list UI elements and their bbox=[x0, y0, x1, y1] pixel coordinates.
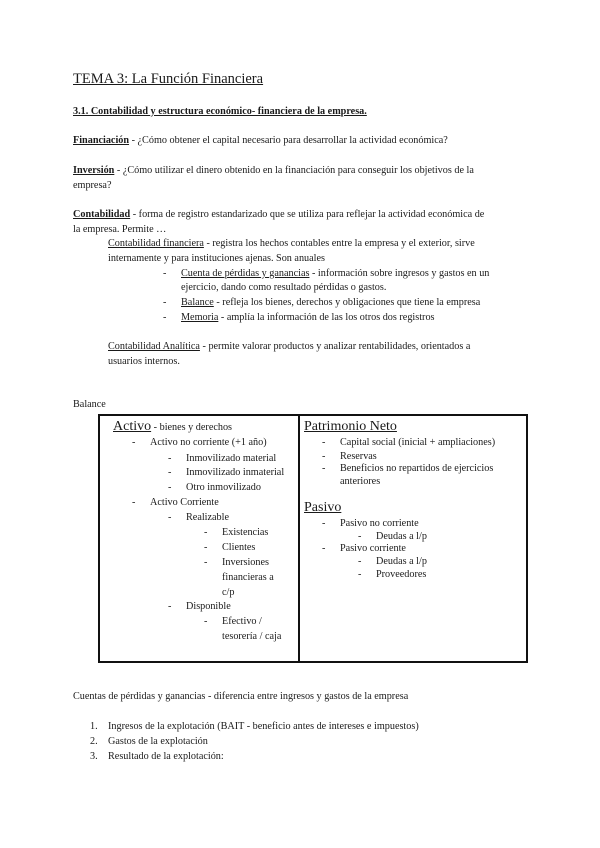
dash-bullet: - bbox=[204, 557, 208, 568]
pasivo-c-item: Proveedores bbox=[376, 569, 427, 580]
list-item: Resultado de la explotación: bbox=[108, 751, 224, 762]
contabilidad-paragraph bbox=[73, 209, 484, 220]
financiera-paragraph bbox=[108, 238, 475, 249]
subitem-pyg-text: - información sobre ingresos y gastos en un bbox=[309, 268, 490, 279]
page-title: TEMA 3: La Función Financiera bbox=[73, 71, 264, 87]
financiacion-text: - ¿Cómo obtener el capital necesario para desarrollar la actividad económica? bbox=[129, 135, 448, 146]
pasivo-title: Pasivo bbox=[304, 500, 342, 515]
activo-corriente: Activo Corriente bbox=[150, 497, 219, 508]
financiera-term: Contabilidad financiera bbox=[108, 238, 204, 249]
list-number: 2. bbox=[90, 736, 98, 747]
subitem-balance-text: - refleja los bienes, derechos y obligaciones que tiene la empresa bbox=[213, 297, 481, 308]
dash-bullet: - bbox=[204, 542, 208, 553]
realizable-item: Inversiones bbox=[222, 557, 269, 568]
nc-item: Inmovilizado material bbox=[186, 453, 277, 464]
financiera-text-line1: - registra los hechos contables entre la empresa y el exterior, sirve bbox=[203, 238, 475, 249]
subitem-memoria bbox=[181, 312, 435, 323]
patrimonio-title: Patrimonio Neto bbox=[304, 419, 397, 434]
financiera-text-line2: internamente y para instituciones ajenas. Son anuales bbox=[108, 253, 325, 264]
dash-bullet: - bbox=[322, 543, 326, 554]
activo-no-corriente: Activo no corriente (+1 año) bbox=[150, 437, 267, 448]
dash-bullet: - bbox=[163, 268, 167, 279]
dash-bullet: - bbox=[168, 482, 172, 493]
dash-bullet: - bbox=[358, 569, 362, 580]
subitem-memoria-text: - amplía la información de las los otros dos registros bbox=[218, 312, 435, 323]
inversion-term: Inversión bbox=[73, 165, 115, 176]
dash-bullet: - bbox=[163, 297, 167, 308]
financiacion-paragraph bbox=[73, 135, 448, 146]
analitica-text-line2: usuarios internos. bbox=[108, 356, 180, 367]
dash-bullet: - bbox=[322, 437, 326, 448]
dash-bullet: - bbox=[168, 467, 172, 478]
dash-bullet: - bbox=[132, 497, 136, 508]
inversion-text-line2: empresa? bbox=[73, 180, 112, 191]
balance-table-divider bbox=[298, 414, 300, 663]
pasivo-corriente: Pasivo corriente bbox=[340, 543, 406, 554]
realizable-item: Existencias bbox=[222, 527, 269, 538]
dash-bullet: - bbox=[168, 453, 172, 464]
dash-bullet: - bbox=[168, 512, 172, 523]
nc-item: Inmovilizado inmaterial bbox=[186, 467, 285, 478]
dash-bullet: - bbox=[358, 531, 362, 542]
pasivo-nc-item: Deudas a l/p bbox=[376, 531, 427, 542]
section-heading: 3.1. Contabilidad y estructura económico- financiera de la empresa. bbox=[73, 106, 367, 117]
activo-title: Activo bbox=[113, 419, 152, 434]
dash-bullet: - bbox=[204, 527, 208, 538]
realizable: Realizable bbox=[186, 512, 229, 523]
list-item: Ingresos de la explotación (BAIT - beneficio antes de intereses e impuestos) bbox=[108, 721, 419, 732]
realizable-item-cont: financieras a bbox=[222, 572, 274, 583]
subitem-pyg-line2: ejercicio, dando como resultado pérdidas o gastos. bbox=[181, 282, 387, 293]
list-number: 3. bbox=[90, 751, 98, 762]
contabilidad-term: Contabilidad bbox=[73, 209, 131, 220]
contabilidad-text-line1: - forma de registro estandarizado que se utiliza para reflejar la actividad económica de bbox=[130, 209, 485, 220]
dash-bullet: - bbox=[163, 312, 167, 323]
list-number: 1. bbox=[90, 721, 98, 732]
subitem-balance-term: Balance bbox=[181, 297, 214, 308]
disponible-item: Efectivo / bbox=[222, 616, 262, 627]
financiacion-term: Financiación bbox=[73, 135, 130, 146]
activo-header bbox=[113, 419, 232, 435]
subitem-memoria-term: Memoria bbox=[181, 312, 219, 323]
patrimonio-item-cont: anteriores bbox=[340, 476, 381, 487]
realizable-item: Clientes bbox=[222, 542, 256, 553]
pyg-label: Cuentas de pérdidas y ganancias - diferencia entre ingresos y gastos de la empresa bbox=[73, 691, 409, 702]
pasivo-no-corriente: Pasivo no corriente bbox=[340, 518, 419, 529]
balance-label: Balance bbox=[73, 399, 106, 410]
nc-item: Otro inmovilizado bbox=[186, 482, 261, 493]
subitem-balance bbox=[181, 297, 480, 308]
patrimonio-item: Beneficios no repartidos de ejercicios bbox=[340, 463, 494, 474]
subitem-pyg bbox=[181, 268, 489, 279]
dash-bullet: - bbox=[132, 437, 136, 448]
list-item: Gastos de la explotación bbox=[108, 736, 208, 747]
analitica-term: Contabilidad Analítica bbox=[108, 341, 200, 352]
activo-desc: - bienes y derechos bbox=[151, 422, 233, 433]
inversion-text-line1: - ¿Cómo utilizar el dinero obtenido en la financiación para conseguir los objetivos de la bbox=[114, 165, 474, 176]
patrimonio-item: Reservas bbox=[340, 451, 377, 462]
dash-bullet: - bbox=[322, 451, 326, 462]
dash-bullet: - bbox=[168, 601, 172, 612]
dash-bullet: - bbox=[322, 518, 326, 529]
patrimonio-item: Capital social (inicial + ampliaciones) bbox=[340, 437, 496, 448]
disponible: Disponible bbox=[186, 601, 231, 612]
contabilidad-text-line2: la empresa. Permite … bbox=[73, 224, 167, 235]
dash-bullet: - bbox=[358, 556, 362, 567]
balance-table bbox=[98, 414, 528, 663]
subitem-pyg-term: Cuenta de pérdidas y ganancias bbox=[181, 268, 310, 279]
realizable-item-cont: c/p bbox=[222, 587, 235, 598]
dash-bullet: - bbox=[322, 463, 326, 474]
pasivo-c-item: Deudas a l/p bbox=[376, 556, 427, 567]
disponible-item-cont: tesorería / caja bbox=[222, 631, 282, 642]
analitica-paragraph bbox=[108, 341, 470, 352]
analitica-text-line1: - permite valorar productos y analizar rentabilidades, orientados a bbox=[199, 341, 471, 352]
inversion-paragraph bbox=[73, 165, 474, 176]
dash-bullet: - bbox=[204, 616, 208, 627]
